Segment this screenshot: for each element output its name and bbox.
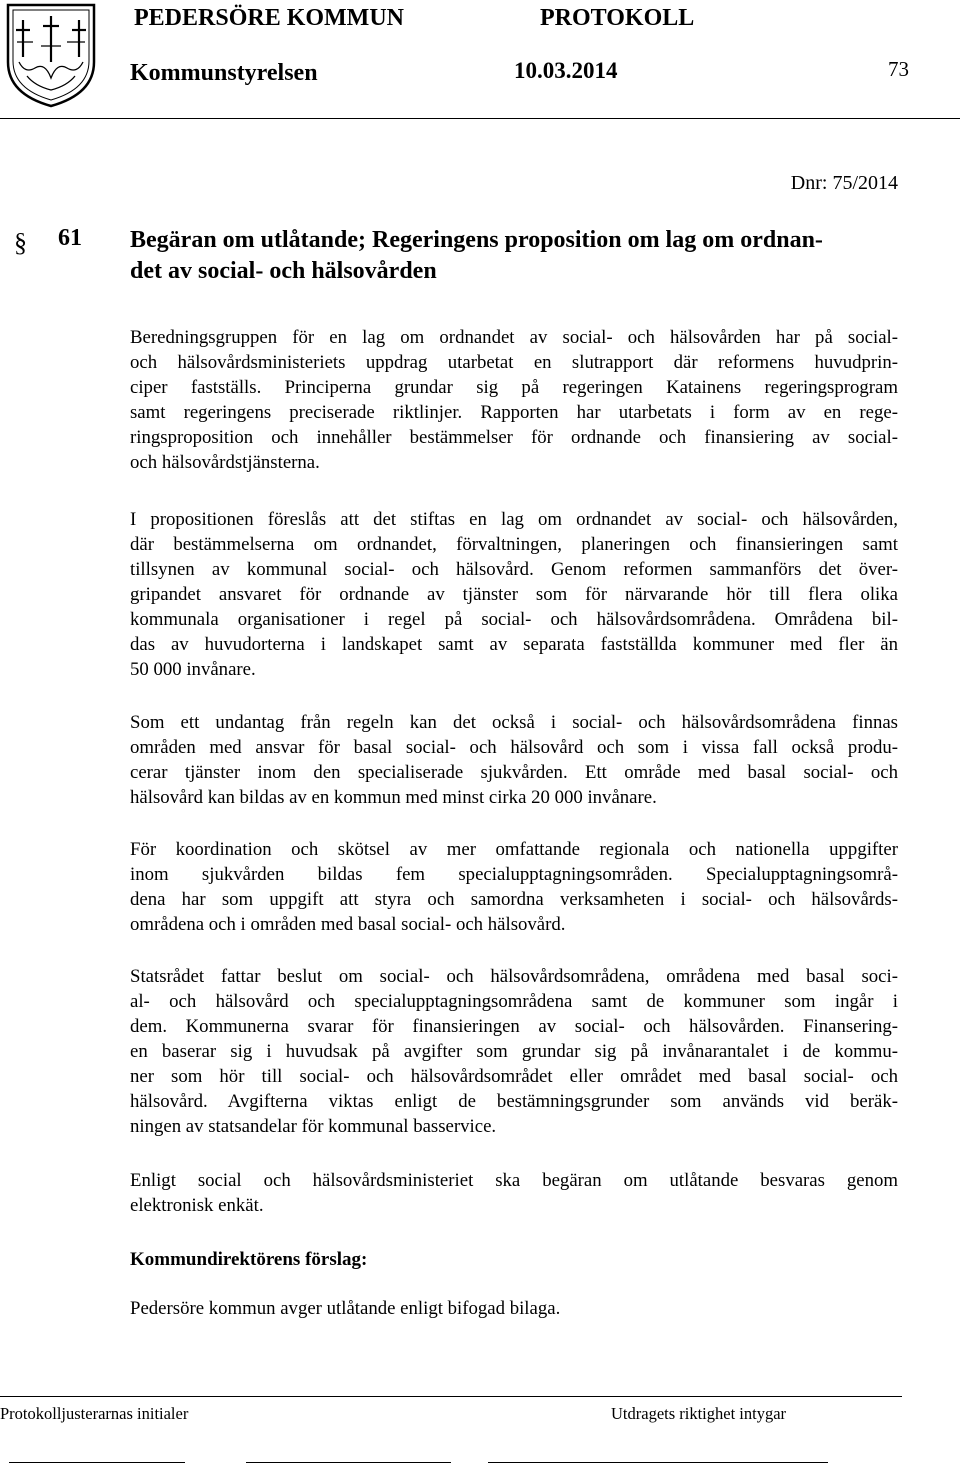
proposal-text [130,1296,898,1321]
text-line: och hälsovårdsministeriets uppdrag utarbetat en slutrapport där reformens huvudprin- [130,352,898,373]
paragraph-6 [130,1168,898,1218]
proposal-heading: Kommundirektörens förslag: [130,1249,368,1270]
paragraph-2 [130,507,898,682]
footer-certification-label: Utdragets riktighet intygar [611,1404,787,1423]
footer-divider [0,1396,902,1397]
diary-number: Dnr: 75/2014 [790,172,898,194]
text-line: ner som hör till social- och hälsovårdsområdet eller området med basal social- och [130,1066,898,1087]
text-line: en baserar sig i huvudsak på avgifter som grundar sig på invånarantalet i de kommu- [130,1041,898,1062]
header-divider [0,118,960,119]
text-line: 50 000 invånare. [130,659,256,680]
text-line: I propositionen föreslås att det stiftas en lag om ordnandet av social- och hälsovården, [130,509,898,530]
text-line: Pedersöre kommun avger utlåtande enligt bifogad bilaga. [130,1298,561,1319]
paragraph-4 [130,837,898,937]
text-line: inom sjukvården bildas fem specialupptagningsområden. Specialupptagningsområ- [130,864,898,885]
text-line: samt regeringens preciserade riktlinjer. Rapporten har utarbetats i form av en rege- [130,402,898,423]
meeting-date: 10.03.2014 [514,58,618,83]
signature-line [246,1462,451,1463]
section-title-line: det av social- och hälsovården [130,258,437,284]
text-line: Beredningsgruppen för en lag om ordnandet av social- och hälsovården har på social- [130,327,898,348]
document-type: PROTOKOLL [540,5,695,31]
text-line: Som ett undantag från regeln kan det också i social- och hälsovårdsområdena finnas [130,712,898,733]
text-line: tillsynen av kommunal social- och hälsovård. Genom reformen sammanförs det över- [130,559,898,580]
text-line: För koordination och skötsel av mer omfattande regionala och nationella uppgifter [130,839,898,860]
text-line: gripandet ansvaret för ordnande av tjänster som för närvarande hör till flera olika [130,584,898,605]
text-line: där bestämmelserna om ordnandet, förvaltningen, planeringen och finansieringen samt [130,534,898,555]
section-title [130,225,890,287]
text-line: Statsrådet fattar beslut om social- och hälsovårdsområdena, områdena med basal soci- [130,966,898,987]
text-line: elektronisk enkät. [130,1195,264,1216]
footer-initials-label: Protokolljusterarnas initialer [0,1404,189,1423]
text-line: dem. Kommunerna svarar för finansieringen av social- och hälsovården. Finansering- [130,1016,898,1037]
body-name: Kommunstyrelsen [130,60,318,86]
text-line: områden med ansvar för basal social- och hälsovård och som i vissa fall också produ- [130,737,898,758]
section-mark: § [14,228,27,257]
text-line: och hälsovårdstjänsterna. [130,452,320,473]
text-line: dena har som uppgift att styra och samordna verksamheten i social- och hälsovårds- [130,889,898,910]
coat-of-arms-logo [5,2,97,108]
text-line: hälsovård. Avgifterna viktas enligt de bestämningsgrunder som används vid beräk- [130,1091,898,1112]
paragraph-3 [130,710,898,810]
text-line: cerar tjänster inom den specialiserade sjukvården. Ett område med basal social- och [130,762,898,783]
text-line: das av huvudorterna i landskapet samt av separata fastställda kommuner med fler än [130,634,898,655]
municipality-name: PEDERSÖRE KOMMUN [134,5,404,31]
text-line: al- och hälsovård och specialupptagningsområdena samt de kommuner som ingår i [130,991,898,1012]
signature-line [9,1462,185,1463]
text-line: ningen av statsandelar för kommunal basservice. [130,1116,497,1137]
text-line: hälsovård kan bildas av en kommun med minst cirka 20 000 invånare. [130,787,657,808]
text-line: kommunala organisationer i regel på social- och hälsovårdsområdena. Områdena bil- [130,609,898,630]
text-line: Enligt social och hälsovårdsministeriet ska begäran om utlåtande besvaras genom [130,1170,898,1191]
page-number: 73 [888,57,909,81]
paragraph-1 [130,325,898,475]
text-line: områdena och i områden med basal social- och hälsovård. [130,914,566,935]
section-title-line: Begäran om utlåtande; Regeringens proposition om lag om ordnan- [130,227,823,253]
section-number: 61 [58,225,82,251]
paragraph-5 [130,964,898,1139]
signature-line [488,1462,828,1463]
text-line: ringsproposition och innehåller bestämmelser för ordnande och finansiering av social- [130,427,898,448]
text-line: ciper fastställs. Principerna grundar sig på regeringen Katainens regeringsprogram [130,377,898,398]
